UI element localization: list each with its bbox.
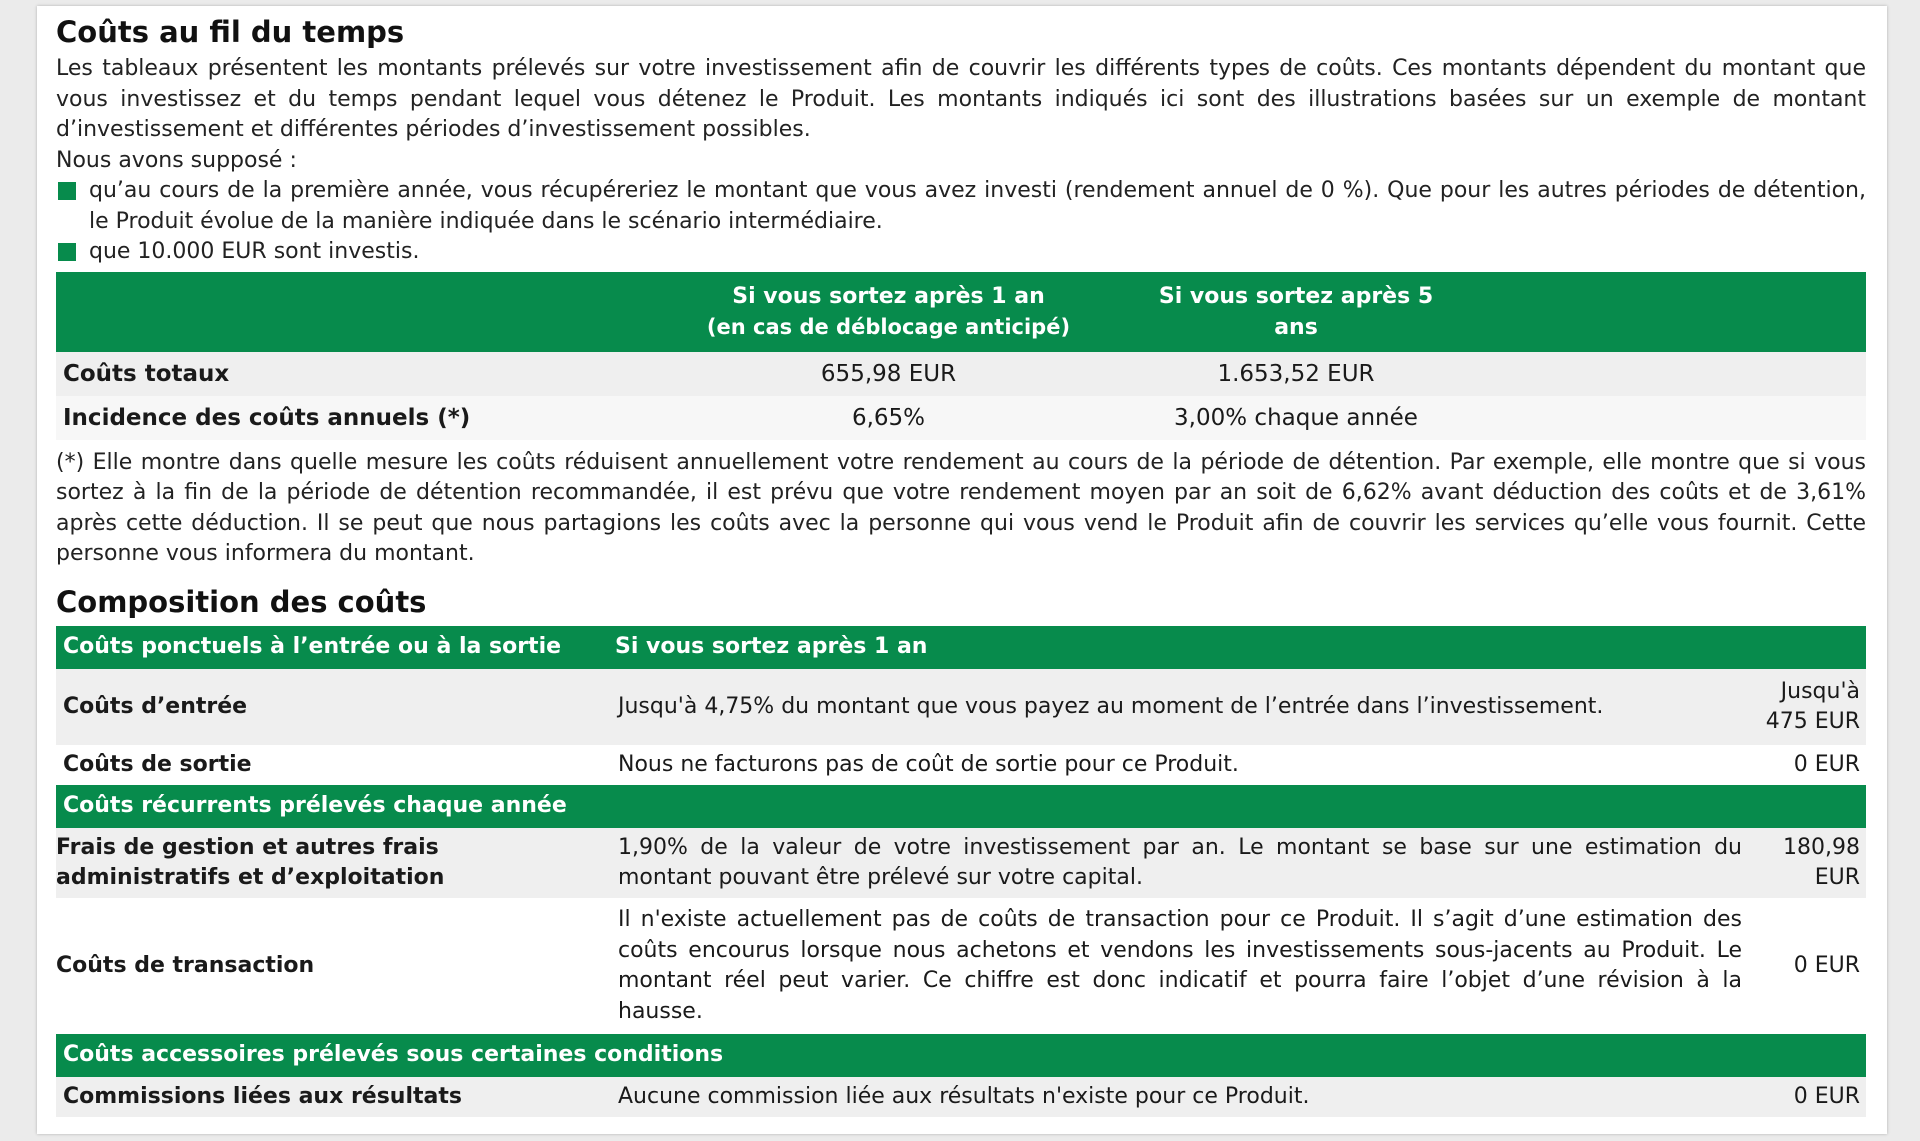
- footnote-paragraph: (*) Elle montre dans quelle mesure les coûts réduisent annuellement votre rendement au cours de la période de détention. Par exemple, elle montre que si vous sortez à la fin de la période de détention recommandée, il est prévu que votre rendement moyen par an soit de 6,62% avant déduction des coûts et de 3,61% après cette déduction. Il se peut que nous partagions les coûts avec la personne qui vous vend le Produit afin de couvrir les services qu’elle vous fournit. Cette personne vous informera du montant.: [56, 449, 1866, 567]
- table-row: [56, 828, 1866, 898]
- costs-table-header-filler: [1456, 272, 1866, 352]
- intro-paragraph: Les tableaux présentent les montants prélevés sur votre investissement afin de couvrir les différents types de coûts. Ces montants dépendent du montant que vous investissez et du temps pendant lequel vous détenez le Produit. Les montants indiqués ici sont des illustrations basées sur un exemple de montant d’investissement et différentes périodes d’investissement possibles.: [56, 56, 1866, 143]
- costs-table-header-5-years: Si vous sortez après 5 ans: [1136, 272, 1456, 352]
- empty-cell: [1456, 352, 1866, 396]
- group-header-label: Coûts récurrents prélevés chaque année: [56, 785, 1866, 828]
- table-row: [56, 352, 1866, 396]
- total-costs-1-year: 655,98 EUR: [641, 352, 1136, 396]
- row-label-management-fees: [56, 828, 608, 898]
- row-label-entry-costs: Coûts d’entrée: [56, 669, 608, 745]
- costs-table-header-1-year: [641, 272, 1136, 352]
- document-page: [37, 6, 1887, 1134]
- entry-costs-description: Jusqu'à 4,75% du montant que vous payez au moment de l’entrée dans l’investissement.: [608, 669, 1742, 745]
- exit-costs-amount: 0 EUR: [1742, 745, 1866, 785]
- performance-fees-amount: 0 EUR: [1742, 1077, 1866, 1117]
- green-square-bullet-icon: [58, 243, 76, 261]
- document-content: [56, 14, 1866, 1117]
- bullet-text: que 10.000 EUR sont investis.: [89, 239, 420, 265]
- costs-table-header-row: [56, 272, 1866, 352]
- costs-table-header-empty: [56, 272, 641, 352]
- group-header-recurring-costs: [56, 785, 1866, 828]
- entry-costs-amount-line2: 475 EUR: [1765, 709, 1860, 734]
- transaction-costs-description: Il n'existe actuellement pas de coûts de transaction pour ce Produit. Il s’agit d’une estimation des coûts encourus lorsque nous achetons et vendons les investissements sous-jacents au Produit. Le montant réel peut varier. Ce chiffre est donc indicatif et pourra faire l’objet d’une révision à la hausse.: [608, 898, 1742, 1034]
- transaction-costs-amount: 0 EUR: [1742, 898, 1866, 1034]
- empty-cell: [1456, 396, 1866, 440]
- management-fees-amount: 180,98 EUR: [1742, 828, 1866, 898]
- group-header-label: Coûts ponctuels à l’entrée ou à la sortie: [56, 626, 608, 669]
- table-row: [56, 396, 1866, 440]
- performance-fees-description: Aucune commission liée aux résultats n'existe pour ce Produit.: [608, 1077, 1742, 1117]
- header-1-year-line1: Si vous sortez après 1 an: [732, 283, 1045, 309]
- annual-cost-impact-5-years: 3,00% chaque année: [1136, 396, 1456, 440]
- assumed-label: Nous avons supposé :: [56, 147, 297, 173]
- section-title-cost-composition: Composition des coûts: [56, 584, 427, 619]
- row-label-exit-costs: Coûts de sortie: [56, 745, 608, 785]
- cost-composition-table: [56, 626, 1866, 1117]
- row-label-annual-cost-impact: Incidence des coûts annuels (*): [56, 396, 641, 440]
- table-row: [56, 745, 1866, 785]
- exit-costs-description: Nous ne facturons pas de coût de sortie pour ce Produit.: [608, 745, 1742, 785]
- bullet-item: [56, 237, 1866, 268]
- row-label-transaction-costs: Coûts de transaction: [56, 898, 608, 1034]
- section-title-costs-over-time: Coûts au fil du temps: [56, 15, 405, 49]
- bullet-text: qu’au cours de la première année, vous récupéreriez le montant que vous avez investi (rendement annuel de 0 %). Que pour les autres périodes de détention, le Produit évolue de la manière indiquée dans le scénario intermédiaire.: [89, 178, 1866, 234]
- table-row: [56, 898, 1866, 1034]
- table-row: [56, 1077, 1866, 1117]
- group-header-one-off-costs: [56, 626, 1866, 669]
- annual-cost-impact-1-year: 6,65%: [641, 396, 1136, 440]
- group-header-1-year: Si vous sortez après 1 an: [608, 626, 1866, 669]
- table-row: [56, 669, 1866, 745]
- entry-costs-amount-line1: Jusqu'à: [1780, 678, 1860, 704]
- row-label-total-costs: Coûts totaux: [56, 352, 641, 396]
- management-fees-label-line2: administratifs et d’exploitation: [56, 865, 445, 890]
- entry-costs-amount: [1742, 669, 1866, 745]
- row-label-performance-fees: Commissions liées aux résultats: [56, 1077, 608, 1117]
- management-fees-description: 1,90% de la valeur de votre investissement par an. Le montant se base sur une estimation du montant pouvant être prélevé sur votre capital.: [608, 828, 1742, 898]
- costs-over-time-table: [56, 272, 1866, 440]
- bullet-item: [56, 176, 1866, 237]
- group-header-incidental-costs: [56, 1034, 1866, 1077]
- header-1-year-line2: (en cas de déblocage anticipé): [706, 314, 1071, 339]
- group-header-label: Coûts accessoires prélevés sous certaines conditions: [56, 1034, 1866, 1077]
- total-costs-5-years: 1.653,52 EUR: [1136, 352, 1456, 396]
- green-square-bullet-icon: [58, 182, 76, 200]
- management-fees-label-line1: Frais de gestion et autres frais: [56, 834, 439, 860]
